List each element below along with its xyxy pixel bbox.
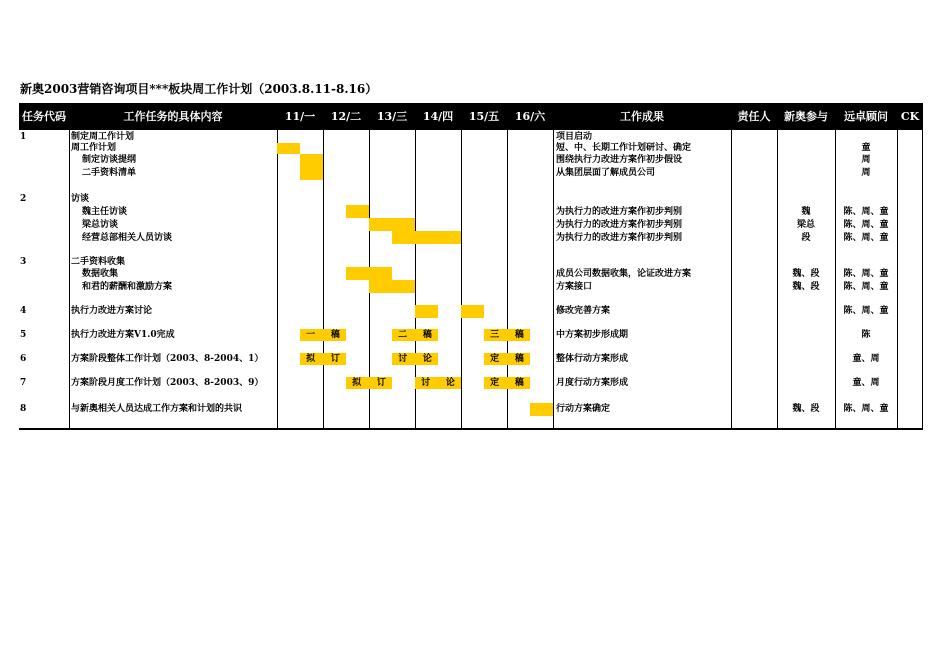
row-8-xinao: 魏、段 (792, 404, 820, 414)
gantt-bar-label: 三 稿 (484, 329, 530, 341)
header-result: 工作成果 (620, 110, 664, 123)
row-3-advisor: 陈、周、童 (843, 269, 889, 279)
gantt-bar (277, 143, 300, 154)
gantt-bar (369, 218, 415, 231)
gantt-bar-label: 二 稿 (392, 329, 438, 341)
gantt-bar-label: 拟 订 (300, 353, 346, 365)
gantt-bar (300, 154, 323, 180)
row-1-result: 从集团层面了解成员公司 (556, 168, 656, 178)
row-2-subtask: 梁总访谈 (82, 220, 119, 230)
gantt-bar (461, 305, 484, 318)
row-7-advisor: 童、周 (852, 378, 880, 388)
row-2-task: 访谈 (71, 194, 90, 204)
row-4-result: 修改完善方案 (556, 306, 611, 316)
gantt-bar (392, 231, 461, 244)
row-5-code: 5 (20, 330, 27, 340)
row-1-subtask: 周工作计划 (71, 143, 117, 153)
row-3-advisor: 陈、周、童 (843, 282, 889, 292)
row-1-result: 短、中、长期工作计划研讨、确定 (556, 143, 692, 153)
row-3-subtask: 和君的薪酬和激励方案 (82, 282, 173, 292)
grid-line (277, 130, 278, 429)
row-7-task: 方案阶段月度工作计划（2003、8-2003、9） (71, 378, 264, 388)
grid-line (553, 130, 554, 429)
row-2-subtask: 魏主任访谈 (82, 207, 128, 217)
row-1-code: 1 (20, 132, 27, 142)
row-8-code: 8 (20, 404, 27, 414)
row-6-code: 6 (20, 354, 27, 364)
row-1-result: 围绕执行力改进方案作初步假设 (556, 155, 683, 165)
header-advisor: 远卓顾问 (844, 110, 888, 123)
gantt-bar (346, 205, 369, 218)
row-4-task: 执行力改进方案讨论 (71, 306, 153, 316)
row-3-result: 成员公司数据收集，论证改进方案 (556, 269, 692, 279)
row-2-result: 为执行力的改进方案作初步判别 (556, 220, 683, 230)
header-code: 任务代码 (22, 110, 66, 123)
grid-line (69, 130, 70, 429)
row-6-task: 方案阶段整体工作计划（2003、8-2004、1） (71, 354, 264, 364)
row-2-advisor: 陈、周、童 (843, 220, 889, 230)
row-6-advisor: 童、周 (852, 354, 880, 364)
row-5-advisor: 陈 (861, 330, 871, 340)
row-8-advisor: 陈、周、童 (843, 404, 889, 414)
row-6-result: 整体行动方案形成 (556, 354, 629, 364)
row-2-subtask: 经营总部相关人员访谈 (82, 233, 173, 243)
row-1-subtask: 二手资料清单 (82, 168, 137, 178)
row-1-task: 制定周工作计划 (71, 132, 135, 142)
row-3-task: 二手资料收集 (71, 257, 126, 267)
header-content: 工作任务的具体内容 (123, 110, 223, 123)
gantt-bar-label: 拟 订 (346, 377, 392, 389)
row-5-result: 中方案初步形成期 (556, 330, 629, 340)
row-7-result: 月度行动方案形成 (556, 378, 629, 388)
header-day-1: 11/一 (284, 110, 316, 123)
row-7-code: 7 (20, 378, 27, 388)
row-1-advisor: 童 (861, 143, 871, 153)
table-bottom-border (19, 428, 923, 430)
gantt-bar (530, 403, 553, 416)
gantt-bar-label: 定 稿 (484, 377, 530, 389)
row-3-code: 3 (20, 257, 27, 267)
row-4-advisor: 陈、周、童 (843, 306, 889, 316)
gantt-bar-label: 讨 论 (415, 377, 461, 389)
gantt-bar-label: 定 稿 (484, 353, 530, 365)
row-3-xinao: 魏、段 (792, 282, 820, 292)
header-day-6: 16/六 (514, 110, 546, 123)
row-2-xinao: 魏 (801, 207, 811, 217)
grid-line (323, 130, 324, 429)
grid-line (731, 130, 732, 429)
row-1-subtask: 制定访谈提纲 (82, 155, 137, 165)
grid-line (922, 130, 923, 429)
row-5-task: 执行力改进方案V1.0完成 (71, 330, 175, 340)
row-2-result: 为执行力的改进方案作初步判别 (556, 207, 683, 217)
gantt-bar (346, 267, 392, 280)
row-1-advisor: 周 (861, 168, 871, 178)
header-day-4: 14/四 (422, 110, 454, 123)
grid-line (897, 130, 898, 429)
gantt-bar (415, 305, 438, 318)
row-2-advisor: 陈、周、童 (843, 207, 889, 217)
row-3-subtask: 数据收集 (82, 269, 119, 279)
sheet-title: 新奥2003营销咨询项目***板块周工作计划（2003.8.11-8.16） (20, 82, 378, 96)
gantt-bar (369, 280, 415, 293)
header-owner: 责任人 (737, 110, 771, 123)
row-3-xinao: 魏、段 (792, 269, 820, 279)
row-8-task: 与新奥相关人员达成工作方案和计划的共识 (71, 404, 243, 414)
row-2-result: 为执行力的改进方案作初步判别 (556, 233, 683, 243)
header-day-2: 12/二 (330, 110, 362, 123)
row-2-advisor: 陈、周、童 (843, 233, 889, 243)
header-day-3: 13/三 (376, 110, 408, 123)
row-1-result: 项目启动 (556, 132, 593, 142)
row-8-result: 行动方案确定 (556, 404, 611, 414)
row-4-code: 4 (20, 306, 27, 316)
gantt-bar-label: 一 稿 (300, 329, 346, 341)
row-2-xinao: 梁总 (796, 220, 815, 230)
header-day-5: 15/五 (468, 110, 500, 123)
row-1-advisor: 周 (861, 155, 871, 165)
row-3-result: 方案接口 (556, 282, 593, 292)
header-ck: CK (900, 110, 920, 123)
gantt-bar-label: 讨 论 (392, 353, 438, 365)
header-xinao: 新奥参与 (784, 110, 828, 123)
grid-line (461, 130, 462, 429)
row-2-code: 2 (20, 194, 27, 204)
row-2-xinao: 段 (801, 233, 811, 243)
